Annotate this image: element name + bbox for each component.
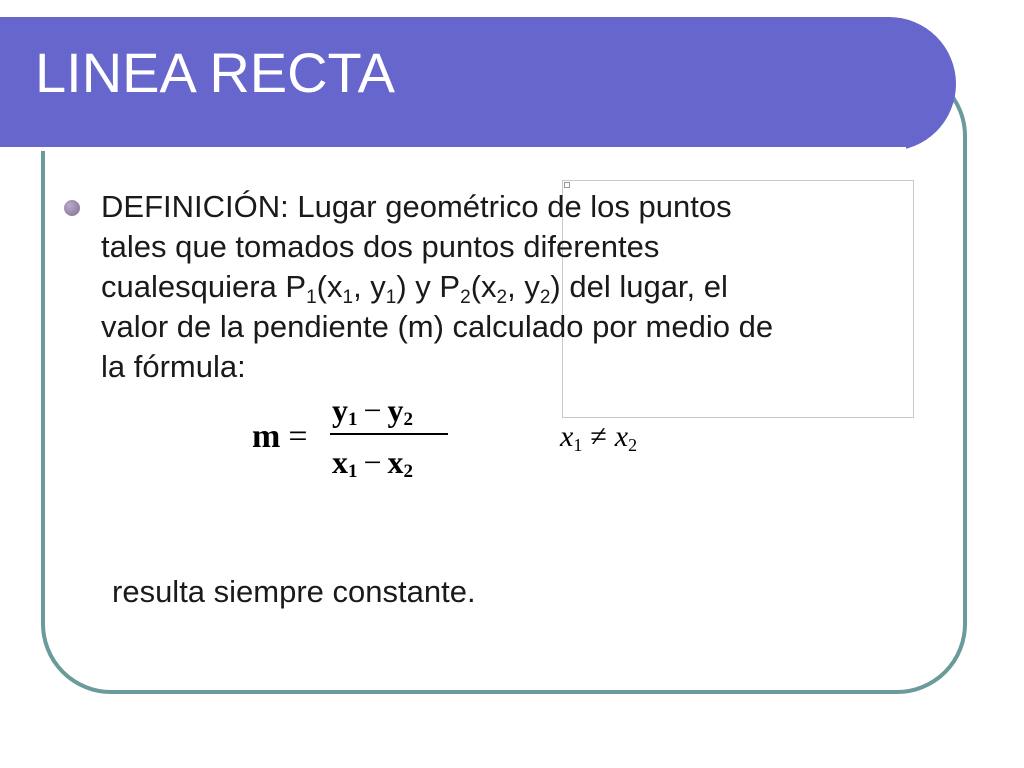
definition-line: DEFINICIÓN: Lugar geométrico de los puntos [101,189,732,224]
result-text: resulta siempre constante. [112,574,476,609]
formula-denominator: $x_1 - x_2$ [332,444,414,482]
formula-numerator: $y_1 - y_2$ [332,392,414,430]
definition-line: tales que tomados dos puntos diferentes [101,229,660,264]
condition-x1-neq-x2: $x_1 \ne x_2$ [560,420,638,455]
fraction-bar [330,433,448,435]
definition-line-points: cualesquiera $P_1(x_1$, $y_1$) y $P_2(x_2$, $y_2$) del lugar, el [101,269,728,308]
slide-title: LINEA RECTA [35,41,395,104]
definition-text [101,187,981,387]
title-underline [0,147,906,151]
formula-lhs: m = [252,418,308,455]
bullet-icon [64,200,80,216]
definition-line: la fórmula: [101,349,246,384]
definition-line: valor de la pendiente (m) calculado por medio de [101,309,774,344]
